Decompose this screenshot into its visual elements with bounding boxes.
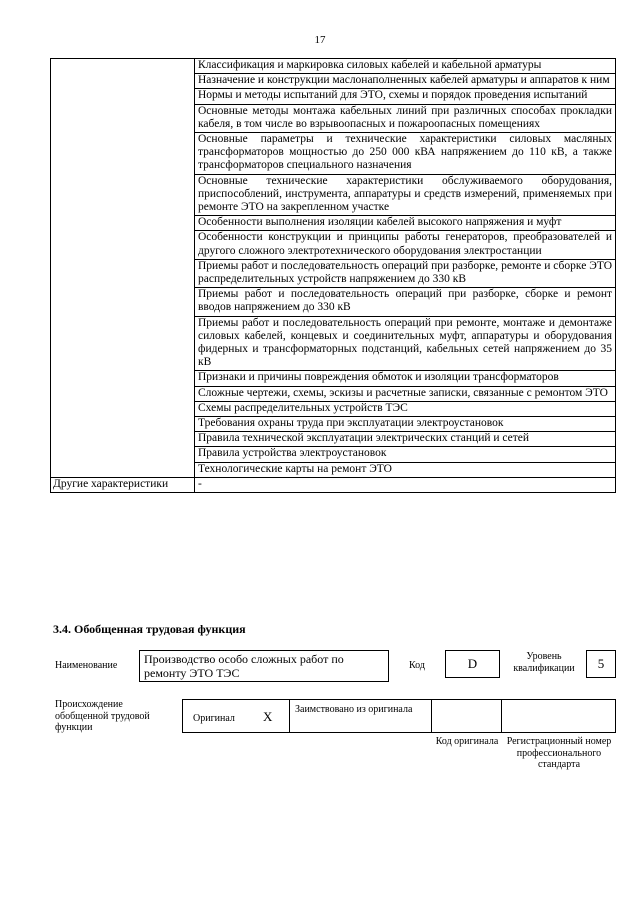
knowledge-item: Основные технические характеристики обслуживаемого оборудования, приспособлений, инструмента, аппаратуры и средств измерений, применяемых при ремонте ЭТО на закрепленном участке [195, 174, 616, 216]
knowledge-table [50, 58, 616, 493]
knowledge-item: Признаки и причины повреждения обмоток и изоляции трансформаторов [195, 371, 616, 386]
knowledge-item: Основные методы монтажа кабельных линий при различных способах прокладки кабеля, в том числе во взрывоопасных и пожароопасных помещениях [195, 104, 616, 132]
knowledge-item: Основные параметры и технические характеристики силовых масляных трансформаторов мощностью до 250 000 кВА напряжением до 110 кВ, а также трансформаторов специального назначения [195, 133, 616, 175]
knowledge-item: Правила устройства электроустановок [195, 447, 616, 462]
page-number: 17 [314, 34, 326, 46]
knowledge-item: Приемы работ и последовательность операций при разборке, ремонте и сборке ЭТО распределительных устройств напряжением до 330 кВ [195, 259, 616, 287]
origin-table [182, 699, 616, 733]
divider [289, 700, 290, 732]
section-title: 3.4. Обобщенная трудовая функция [53, 622, 246, 636]
borrowed-label: Заимствовано из оригинала [295, 704, 413, 715]
level-label: Уровень квалификации [513, 651, 575, 674]
name-label: Наименование [55, 660, 118, 671]
original-label: Оригинал [193, 713, 235, 724]
knowledge-item: Правила технической эксплуатации электрических станций и сетей [195, 432, 616, 447]
other-value: - [195, 477, 616, 492]
knowledge-item: Приемы работ и последовательность операций при разборке, сборке и ремонт вводов напряжением до 330 кВ [195, 288, 616, 316]
name-value: Производство особо сложных работ по ремонту ЭТО ТЭС [144, 652, 344, 680]
divider [431, 700, 432, 732]
code-value-box [445, 650, 500, 678]
divider [501, 700, 502, 732]
knowledge-item: Требования охраны труда при эксплуатации электроустановок [195, 417, 616, 432]
table-row [51, 477, 616, 492]
knowledge-item: Приемы работ и последовательность операций при ремонте, монтаже и демонтаже силовых кабелей, концевых и соединительных муфт, аппаратуры и оборудования фидерных и трансформаторных подстанций, кабельных сетей напряжением до 35 кВ [195, 316, 616, 371]
knowledge-item: Классификация и маркировка силовых кабелей и кабельной арматуры [195, 59, 616, 74]
level-value-box [586, 650, 616, 678]
knowledge-label-cell [51, 59, 195, 478]
knowledge-item: Особенности выполнения изоляции кабелей высокого напряжения и муфт [195, 216, 616, 231]
table-row [51, 59, 616, 74]
knowledge-item: Назначение и конструкции маслонаполненных кабелей арматуры и аппаратов к ним [195, 74, 616, 89]
name-value-box [139, 650, 389, 682]
reg-number-caption: Регистрационный номер профессионального стандарта [506, 736, 612, 770]
code-original-caption: Код оригинала [435, 736, 499, 747]
knowledge-item: Сложные чертежи, схемы, эскизы и расчетные записки, связанные с ремонтом ЭТО [195, 386, 616, 401]
knowledge-item: Нормы и методы испытаний для ЭТО, схемы и порядок проведения испытаний [195, 89, 616, 104]
origin-label: Происхождение обобщенной трудовой функции [55, 699, 150, 733]
original-mark: X [263, 709, 273, 724]
knowledge-item: Технологические карты на ремонт ЭТО [195, 462, 616, 477]
knowledge-item: Особенности конструкции и принципы работы генераторов, преобразователей и другого сложного электротехнического оборудования электростанции [195, 231, 616, 259]
code-value: D [467, 656, 478, 671]
other-label: Другие характеристики [51, 477, 195, 492]
code-label: Код [409, 660, 425, 671]
knowledge-item: Схемы распределительных устройств ТЭС [195, 401, 616, 416]
level-value: 5 [597, 656, 605, 671]
